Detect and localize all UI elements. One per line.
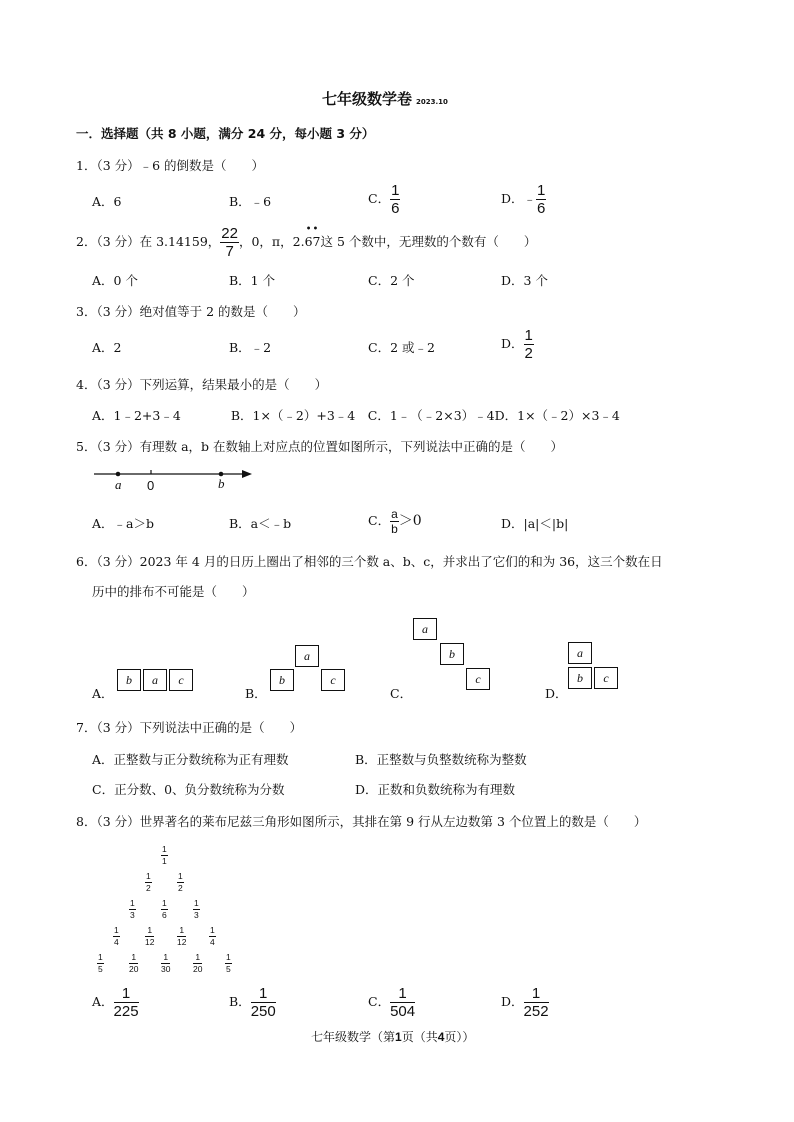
q1-c-den: 6 (391, 200, 400, 217)
q3-option-a: A．2 (92, 340, 122, 355)
triangle-entry (177, 926, 186, 946)
q6-d-cell-c: c (594, 667, 618, 689)
q2-lead: 2．（3 分）在 3.14159， (76, 234, 221, 249)
q5-option-b: B．a＜﹣b (229, 516, 292, 531)
q8-a-den: 225 (113, 1003, 139, 1020)
q6-d-cell-b: b (568, 667, 592, 689)
triangle-entry-num: 1 (162, 898, 167, 908)
triangle-entry (97, 953, 104, 973)
triangle-entry (145, 926, 154, 946)
footer-pre: 七年级数学（第 (311, 1030, 396, 1044)
section-heading: 一．选择题（共 8 小题，满分 24 分，每小题 3 分） (76, 126, 375, 141)
triangle-entry (193, 953, 202, 973)
q2-option-b: B．1 个 (229, 273, 276, 288)
footer-post: 页）） (444, 1030, 475, 1044)
triangle-entry-num: 1 (161, 953, 170, 964)
q6-c-cell-b: b (440, 643, 464, 665)
triangle-entry-num: 1 (98, 952, 103, 962)
q5-option-d: D．|a|＜|b| (501, 516, 569, 531)
point-a (116, 472, 121, 477)
q5-stem: 5．（3 分）有理数 a，b 在数轴上对应点的位置如图所示，下列说法中正确的是（ ） (76, 439, 564, 454)
q3-stem: 3．（3 分）绝对值等于 2 的数是（ ） (76, 304, 306, 319)
q6-b-cell-b: b (270, 669, 294, 691)
triangle-entry-den: 2 (146, 882, 151, 893)
q6-option-c-label: C． (390, 686, 413, 701)
triangle-entry-den: 4 (210, 936, 215, 947)
q8-option-d (501, 986, 549, 1019)
q8-option-a (92, 986, 139, 1019)
q1-c-prefix: C． (368, 191, 391, 206)
footer-mid: 页（共 (401, 1030, 438, 1044)
q3-d-num: 1 (524, 327, 533, 344)
q2-num: 22 (221, 225, 238, 242)
q6-a-cell-a: a (143, 669, 167, 691)
triangle-entry-num: 1 (194, 898, 199, 908)
q1-option-a: A．6 (92, 194, 122, 209)
q5-c-tail: ＞0 (398, 513, 422, 529)
q6-c-cell-a: a (413, 618, 437, 640)
q2-mid: ，0，π，2. (238, 234, 305, 249)
q4-options: A．1﹣2+3﹣4 B．1×（﹣2）+3﹣4 C．1﹣（﹣2×3）﹣4D．1×（﹣2）×3﹣4 (92, 408, 620, 423)
q5-option-c (368, 508, 422, 535)
title-text: 七年级数学卷 (322, 90, 413, 108)
triangle-entry (161, 953, 170, 973)
triangle-entry-den: 2 (178, 882, 183, 893)
q1-option-d (501, 183, 546, 216)
triangle-entry-den: 12 (145, 936, 155, 947)
q6-option-a-label: A． (92, 686, 114, 701)
q8-c-den: 504 (390, 1003, 416, 1020)
triangle-entry-num: 1 (193, 953, 202, 964)
q5-option-a: A．﹣a＞b (92, 516, 154, 531)
triangle-entry-num: 1 (210, 925, 215, 935)
q7-option-b: B．正整数与负整数统称为整数 (355, 752, 527, 767)
q6-d-cell-a: a (568, 642, 592, 664)
q1-option-c (368, 183, 400, 216)
triangle-entry-num: 1 (226, 952, 231, 962)
q8-c-prefix: C． (368, 994, 391, 1009)
q1-option-b: B．﹣6 (229, 194, 272, 209)
triangle-entry (177, 872, 184, 892)
q3-d-den: 2 (524, 345, 533, 362)
footer-total: 4 (437, 1030, 445, 1044)
triangle-entry-den: 20 (129, 963, 139, 974)
triangle-entry-den: 20 (193, 963, 203, 974)
triangle-entry-den: 1 (162, 855, 167, 866)
triangle-entry-num: 1 (178, 871, 183, 881)
q8-b-den: 250 (250, 1003, 276, 1020)
triangle-entry-num: 1 (146, 871, 151, 881)
triangle-entry-den: 3 (130, 909, 135, 920)
q3-d-fraction (524, 328, 534, 361)
q8-b-num: 1 (251, 986, 276, 1003)
q6-a-cell-b: b (117, 669, 141, 691)
triangle-entry-den: 30 (161, 963, 171, 974)
triangle-entry-den: 5 (98, 963, 103, 974)
q5-c-fraction (390, 508, 399, 535)
page-footer (311, 1028, 474, 1045)
triangle-entry-den: 6 (162, 909, 167, 920)
triangle-entry-num: 1 (162, 844, 167, 854)
q1-d-den: 6 (537, 200, 546, 217)
q1-c-num: 1 (391, 182, 400, 199)
triangle-entry (129, 953, 138, 973)
q8-c-fraction (390, 986, 415, 1019)
triangle-entry (113, 926, 120, 946)
number-line-arrow (242, 470, 252, 478)
triangle-entry-den: 5 (226, 963, 231, 974)
triangle-entry (225, 953, 232, 973)
q7-option-c: C．正分数、0、负分数统称为分数 (92, 782, 285, 797)
label-a: a (115, 477, 122, 492)
q8-a-fraction (114, 986, 139, 1019)
q8-stem: 8．（3 分）世界著名的莱布尼兹三角形如图所示，其排在第 9 行从左边数第 3 个位置上的数是（ ） (76, 814, 647, 829)
q2-tail: 这 5 个数中，无理数的个数有（ ） (320, 234, 537, 249)
footer-page: 1 (395, 1030, 402, 1044)
q1-d-num: 1 (537, 182, 546, 199)
q3-option-c: C．2 或﹣2 (368, 340, 435, 355)
triangle-entry (193, 899, 200, 919)
q2-repeat-dots: •• (305, 224, 320, 235)
q8-b-fraction (251, 986, 276, 1019)
q2-option-d: D．3 个 (501, 273, 548, 288)
q8-d-den: 252 (523, 1003, 549, 1020)
q8-option-c (368, 986, 415, 1019)
q2-option-a: A．0 个 (92, 273, 138, 288)
q1-stem: 1．（3 分）﹣6 的倒数是（ ） (76, 158, 265, 173)
q8-d-prefix: D． (501, 994, 524, 1009)
q8-d-num: 1 (524, 986, 549, 1003)
triangle-entry (161, 899, 168, 919)
q6-stem-line2: 历中的排布不可能是（ ） (92, 584, 255, 599)
q2-rep-digits: 67 (304, 234, 321, 249)
q8-d-fraction (524, 986, 549, 1019)
q8-b-prefix: B． (229, 994, 251, 1009)
label-b: b (218, 476, 225, 491)
q2-option-c: C．2 个 (368, 273, 415, 288)
triangle-entry (161, 845, 168, 865)
q1-c-fraction (390, 183, 400, 216)
q1-d-fraction (536, 183, 546, 216)
q1-d-prefix: D．﹣ (501, 191, 537, 206)
q8-a-prefix: A． (92, 994, 114, 1009)
q7-option-d: D．正数和负数统称为有理数 (355, 782, 516, 797)
triangle-entry-num: 1 (130, 898, 135, 908)
q7-stem: 7．（3 分）下列说法中正确的是（ ） (76, 720, 303, 735)
q7-option-a: A．正整数与正分数统称为正有理数 (92, 752, 289, 767)
triangle-entry-num: 1 (129, 953, 138, 964)
q6-c-cell-c: c (466, 668, 490, 690)
triangle-entry (209, 926, 216, 946)
q3-option-d (501, 328, 534, 361)
q6-b-cell-a: a (295, 645, 319, 667)
q3-option-b: B．﹣2 (229, 340, 272, 355)
q8-a-num: 1 (114, 986, 139, 1003)
q6-b-cell-c: c (321, 669, 345, 691)
triangle-entry-num: 1 (177, 926, 186, 937)
q4-stem: 4．（3 分）下列运算，结果最小的是（ ） (76, 377, 328, 392)
q5-c-prefix: C． (368, 513, 391, 528)
page-title (322, 88, 448, 109)
q6-option-d-label: D． (545, 686, 568, 701)
q8-c-num: 1 (390, 986, 415, 1003)
q2-fraction (220, 226, 239, 259)
triangle-entry-num: 1 (114, 925, 119, 935)
triangle-entry-num: 1 (145, 926, 154, 937)
q6-option-b-label: B． (245, 686, 267, 701)
q6-stem-line1: 6．（3 分）2023 年 4 月的日历上圈出了相邻的三个数 a、b、c，并求出了它们的和为 36，这三个数在日 (76, 554, 663, 569)
triangle-entry (129, 899, 136, 919)
q5-c-den: b (391, 522, 398, 536)
triangle-entry-den: 3 (194, 909, 199, 920)
label-zero: 0 (147, 478, 155, 493)
q2-repeating (304, 224, 321, 249)
q5-c-num: a (391, 507, 398, 521)
title-date: 2023.10 (416, 98, 448, 106)
q8-option-b (229, 986, 276, 1019)
triangle-entry (145, 872, 152, 892)
q3-d-prefix: D． (501, 336, 524, 351)
triangle-entry-den: 4 (114, 936, 119, 947)
q2-den: 7 (225, 243, 234, 260)
q6-a-cell-c: c (169, 669, 193, 691)
q2-stem (76, 226, 536, 259)
triangle-entry-den: 12 (177, 936, 187, 947)
